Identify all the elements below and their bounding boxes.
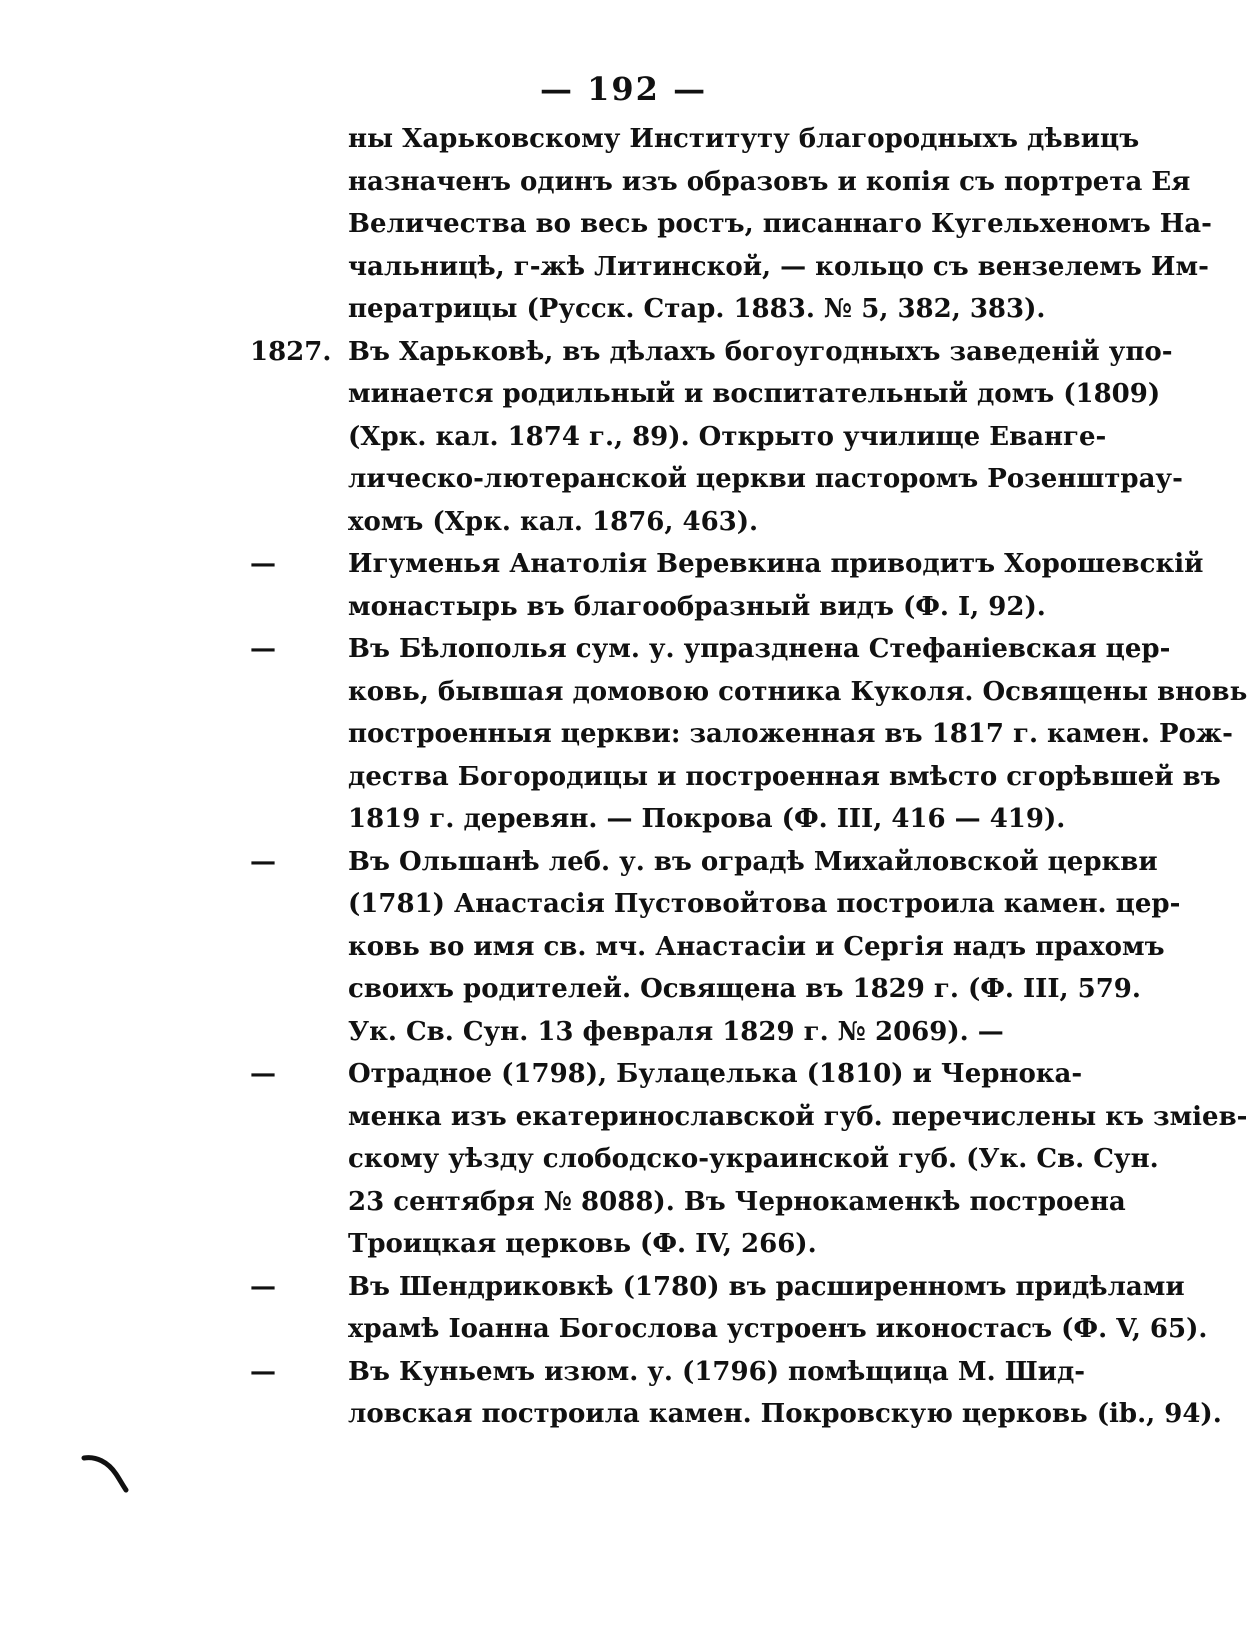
text-line: [0, 416, 1140, 459]
line-text: менка изъ екатеринославской губ. перечислены къ зміев-: [348, 1101, 1247, 1132]
line-text: Въ Шендриковкѣ (1780) въ расширенномъ придѣлами: [348, 1271, 1185, 1302]
text-line: [0, 1393, 1222, 1436]
line-marker: —: [250, 1356, 276, 1387]
text-line: [0, 331, 1173, 374]
text-line: [0, 1351, 1140, 1394]
line-text: чальницѣ, г-жѣ Литинской, — кольцо съ вензелемъ Им-: [348, 251, 1209, 282]
page-number: — 192 —: [540, 70, 708, 108]
text-line: [0, 246, 1209, 289]
text-line: [0, 968, 1140, 1011]
line-marker: —: [250, 846, 276, 877]
line-text: ковь во имя св. мч. Анастасіи и Сергія надъ прахомъ: [348, 931, 1165, 962]
text-line: [0, 1053, 1140, 1096]
line-text: 1819 г. деревян. — Покрова (Ф. III, 416 — 419).: [348, 804, 1066, 834]
line-marker: 1827.: [250, 336, 332, 367]
text-line: [0, 1181, 1140, 1224]
text-line: [0, 203, 1212, 246]
text-body: [0, 118, 1247, 1436]
text-line: [0, 586, 1140, 629]
text-line: [0, 1096, 1247, 1139]
line-text: Въ Куньемъ изюм. у. (1796) помѣщица М. Шид-: [348, 1356, 1086, 1387]
line-text: (1781) Анастасія Пустовойтова построила камен. цер-: [348, 889, 1181, 919]
text-line: [0, 756, 1221, 799]
line-text: ковь, бывшая домовою сотника Куколя. Освящены вновь: [348, 676, 1247, 707]
line-marker: —: [250, 549, 276, 579]
line-text: Троицкая церковь (Ф. IV, 266).: [348, 1229, 817, 1259]
text-line: [0, 1138, 1159, 1181]
text-line: [0, 1223, 1140, 1266]
text-line: [0, 713, 1233, 756]
line-text: 23 сентября № 8088). Въ Чернокаменкѣ построена: [348, 1186, 1126, 1217]
line-text: монастырь въ благообразный видъ (Ф. I, 92).: [348, 591, 1046, 622]
text-line: [0, 883, 1181, 926]
text-line: [0, 798, 1140, 841]
line-marker: —: [250, 1059, 276, 1089]
text-line: [0, 841, 1158, 884]
line-text: ператрицы (Русск. Стар. 1883. № 5, 382, 383).: [348, 294, 1046, 324]
text-line: [0, 288, 1140, 331]
line-text: храмѣ Іоанна Богослова устроенъ иконостасъ (Ф. V, 65).: [348, 1314, 1208, 1344]
text-line: [0, 458, 1183, 501]
text-line: [0, 1011, 1140, 1054]
line-text: Игуменья Анатолія Веревкина приводитъ Хорошевскій: [348, 549, 1204, 579]
ink-smear-mark: [82, 1452, 128, 1492]
text-line: [0, 628, 1171, 671]
line-text: (Хрк. кал. 1874 г., 89). Открыто училище Еванге-: [348, 421, 1107, 452]
line-text: скому уѣзду слободско-украинской губ. (Ук. Св. Сун.: [348, 1144, 1159, 1174]
line-text: своихъ родителей. Освящена въ 1829 г. (Ф. III, 579.: [348, 974, 1141, 1004]
line-text: хомъ (Хрк. кал. 1876, 463).: [348, 506, 759, 537]
text-line: [0, 671, 1247, 714]
line-text: лическо-лютеранской церкви пасторомъ Розенштрау-: [348, 464, 1183, 494]
line-text: назначенъ одинъ изъ образовъ и копія съ портрета Ея: [348, 166, 1191, 197]
line-text: Въ Бѣлополья сум. у. упразднена Стефаніевская цер-: [348, 634, 1171, 664]
text-line: [0, 926, 1165, 969]
text-line: [0, 501, 1140, 544]
line-marker: —: [250, 634, 276, 664]
line-text: ловская построила камен. Покровскую церковь (ib., 94).: [348, 1399, 1222, 1429]
line-text: Отрадное (1798), Булацелька (1810) и Чернока-: [348, 1059, 1083, 1089]
text-line: [0, 1266, 1185, 1309]
line-text: минается родильный и воспитательный домъ (1809): [348, 379, 1161, 409]
line-text: Въ Харьковѣ, въ дѣлахъ богоугодныхъ заведеній упо-: [348, 336, 1173, 367]
line-text: Величества во весь ростъ, писаннаго Кугельхеномъ На-: [348, 209, 1212, 239]
line-text: Ук. Св. Сун. 13 февраля 1829 г. № 2069). —: [348, 1016, 1004, 1047]
text-line: [0, 161, 1191, 204]
line-text: построенныя церкви: заложенная въ 1817 г. камен. Рож-: [348, 719, 1233, 749]
text-line: [0, 118, 1140, 161]
text-line: [0, 1308, 1208, 1351]
line-marker: —: [250, 1271, 276, 1302]
line-text: ны Харьковскому Институту благородныхъ дѣвицъ: [348, 124, 1140, 154]
line-text: Въ Ольшанѣ леб. у. въ оградѣ Михайловской церкви: [348, 846, 1158, 877]
line-text: дества Богородицы и построенная вмѣсто сгорѣвшей въ: [348, 761, 1221, 792]
text-line: [0, 373, 1161, 416]
text-line: [0, 543, 1204, 586]
